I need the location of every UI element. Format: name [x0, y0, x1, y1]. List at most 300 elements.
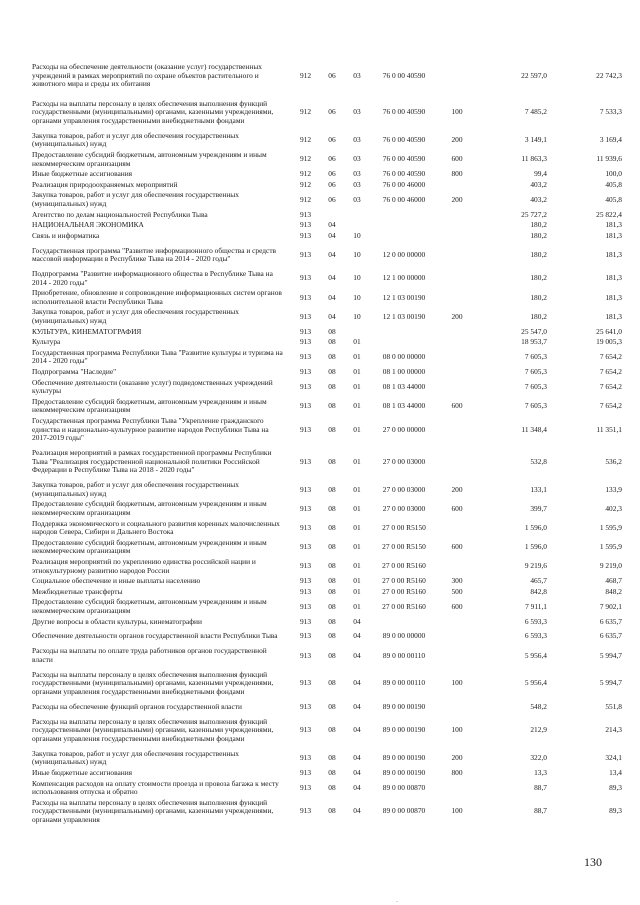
row-section-code: 04: [328, 273, 336, 283]
row-sum-year-2: 324,1: [605, 753, 622, 763]
row-name: Закупка товаров, работ и услуг для обеспечения государственных (муниципальных) нужд: [32, 130, 239, 149]
row-sum-year-2: 7 654,2: [599, 401, 622, 411]
table-row: [32, 480, 622, 499]
row-name: Иные бюджетные ассигнования: [32, 169, 133, 179]
row-sum-year-2: 214,3: [605, 725, 622, 735]
row-section-code: 08: [328, 678, 336, 688]
row-subsection-code: 04: [353, 725, 361, 735]
row-sum-year-1: 403,2: [530, 179, 547, 189]
row-target-code: 27 0 00 R5150: [382, 522, 426, 532]
row-target-code: 27 0 00 R5160: [382, 601, 426, 611]
row-ministry-code: 913: [299, 311, 312, 321]
row-sum-year-2: 181,3: [605, 292, 622, 302]
table-row: [32, 150, 622, 169]
row-section-code: 08: [328, 367, 336, 377]
row-ministry-code: 913: [299, 352, 312, 362]
table-row: [32, 307, 622, 326]
row-section-code: 08: [328, 424, 336, 434]
row-subsection-code: 10: [353, 292, 361, 302]
row-ministry-code: 913: [299, 768, 312, 778]
row-sum-year-1: 532,8: [530, 456, 547, 466]
row-sum-year-1: 25 727,2: [521, 209, 547, 219]
table-row: [32, 617, 622, 628]
row-ministry-code: 913: [299, 725, 312, 735]
row-subsection-code: 03: [353, 135, 361, 145]
row-target-code: 89 0 00 00110: [382, 650, 426, 660]
row-sum-year-1: 399,7: [530, 503, 547, 513]
row-ministry-code: 913: [299, 209, 312, 219]
row-sum-year-1: 403,2: [530, 194, 547, 204]
table-row: [32, 557, 622, 576]
table-row: [32, 665, 622, 701]
table-row: [32, 538, 622, 557]
row-target-code: 27 0 00 03000: [382, 503, 426, 513]
row-sum-year-1: 133,1: [530, 484, 547, 494]
row-name: Расходы на выплаты персоналу в целях обеспечения выполнения функций государственными (муниципальными) органами, казенными учреждениями, органами управления государственными внебюджетными фондами: [32, 669, 274, 696]
row-name: Культура: [32, 337, 61, 347]
row-ministry-code: 913: [299, 616, 312, 626]
row-target-code: 08 1 03 44000: [382, 381, 426, 391]
row-subsection-code: 01: [353, 561, 361, 571]
row-expense-type: 300: [451, 576, 463, 586]
row-target-code: 27 0 00 R5160: [382, 561, 426, 571]
row-sum-year-2: 7 654,2: [599, 367, 622, 377]
row-expense-type: 600: [451, 542, 463, 552]
row-name: Предоставление субсидий бюджетным, автономным учреждениям и иным некоммерческим организациям: [32, 499, 267, 517]
row-sum-year-1: 5 956,4: [524, 678, 547, 688]
row-sum-year-1: 180,2: [530, 311, 547, 321]
row-expense-type: 200: [451, 135, 463, 145]
row-section-code: 08: [328, 616, 336, 626]
row-sum-year-1: 180,2: [530, 220, 547, 230]
row-expense-type: 500: [451, 586, 463, 596]
row-section-code: 06: [328, 179, 336, 189]
row-section-code: 08: [328, 352, 336, 362]
table-row: [32, 220, 622, 231]
row-target-code: 89 0 00 00190: [382, 753, 426, 763]
row-section-code: 08: [328, 725, 336, 735]
row-target-code: 27 0 00 R5150: [382, 542, 426, 552]
row-sum-year-2: 89,3: [609, 782, 622, 792]
row-subsection-code: 01: [353, 401, 361, 411]
row-target-code: 76 0 00 46000: [382, 179, 426, 189]
table-row: [32, 499, 622, 518]
row-section-code: 08: [328, 326, 336, 336]
row-target-code: 12 1 03 00190: [382, 311, 426, 321]
row-name: Закупка товаров, работ и услуг для обеспечения государственных (муниципальных) нужд: [32, 480, 239, 498]
table-row: [32, 597, 622, 616]
row-sum-year-1: 180,2: [530, 249, 547, 259]
row-expense-type: 200: [451, 194, 463, 204]
row-name: Реализация мероприятий в рамках государственной программы Республики Тыва "Реализация государственной национальной политики Российской Федерации в Республике Тыва на 2018 - 2020 годы": [32, 448, 272, 475]
row-ministry-code: 913: [299, 249, 312, 259]
row-section-code: 08: [328, 484, 336, 494]
row-sum-year-2: 468,7: [605, 576, 622, 586]
row-sum-year-2: 181,3: [605, 249, 622, 259]
row-target-code: 12 1 00 00000: [382, 273, 426, 283]
row-name: Подпрограмма "Развитие информационного общества в Республике Тыва на 2014 - 2020 годы": [32, 269, 273, 287]
row-ministry-code: 913: [299, 701, 312, 711]
row-section-code: 04: [328, 292, 336, 302]
row-sum-year-2: 3 169,4: [599, 135, 622, 145]
table-row: [32, 576, 622, 587]
row-target-code: 76 0 00 46000: [382, 194, 426, 204]
row-sum-year-2: 13,4: [609, 768, 622, 778]
row-target-code: 89 0 00 00190: [382, 701, 426, 711]
row-sum-year-2: 11 351,1: [596, 424, 622, 434]
row-ministry-code: 913: [299, 326, 312, 336]
row-sum-year-2: 100,0: [605, 169, 622, 179]
row-sum-year-2: 89,3: [609, 806, 622, 816]
row-name: Закупка товаров, работ и услуг для обеспечения государственных (муниципальных) нужд: [32, 190, 239, 208]
row-sum-year-1: 1 596,0: [524, 542, 547, 552]
table-row: [32, 269, 622, 288]
row-name: Социальное обеспечение и иные выплаты населению: [32, 576, 201, 586]
row-section-code: 08: [328, 456, 336, 466]
row-section-code: 08: [328, 782, 336, 792]
row-section-code: 08: [328, 401, 336, 411]
row-subsection-code: 03: [353, 194, 361, 204]
row-sum-year-2: 1 595,9: [599, 522, 622, 532]
row-target-code: 76 0 00 40590: [382, 154, 426, 164]
table-row: [32, 337, 622, 348]
table-row: [32, 519, 622, 538]
row-subsection-code: 01: [353, 522, 361, 532]
row-sum-year-1: 180,2: [530, 273, 547, 283]
row-sum-year-1: 7 911,1: [525, 601, 547, 611]
row-sum-year-1: 7 605,3: [524, 352, 547, 362]
row-section-code: 08: [328, 561, 336, 571]
row-ministry-code: 913: [299, 456, 312, 466]
row-name: КУЛЬТУРА, КИНЕМАТОГРАФИЯ: [32, 326, 142, 336]
row-ministry-code: 912: [299, 179, 312, 189]
row-subsection-code: 03: [353, 70, 361, 80]
row-sum-year-2: 181,3: [605, 311, 622, 321]
row-subsection-code: 01: [353, 381, 361, 391]
row-expense-type: 600: [451, 154, 463, 164]
row-section-code: 06: [328, 135, 336, 145]
row-section-code: 06: [328, 194, 336, 204]
row-sum-year-1: 3 149,1: [524, 135, 547, 145]
table-row: [32, 58, 622, 94]
row-sum-year-1: 7 605,3: [524, 381, 547, 391]
row-expense-type: 600: [451, 401, 463, 411]
row-sum-year-2: 7 654,2: [599, 352, 622, 362]
table-row: [32, 587, 622, 598]
table-row: [32, 397, 622, 416]
row-name: Расходы на выплаты персоналу в целях обеспечения выполнения функций государственными (муниципальными) органами, казенными учреждениями, органами управления государственными внебюджетными фондами: [32, 716, 274, 743]
row-subsection-code: 01: [353, 367, 361, 377]
row-target-code: 89 0 00 00190: [382, 725, 426, 735]
row-target-code: 27 0 00 00000: [382, 424, 426, 434]
row-ministry-code: 913: [299, 576, 312, 586]
row-expense-type: 200: [451, 484, 463, 494]
row-target-code: 76 0 00 40590: [382, 70, 426, 80]
row-sum-year-1: 88,7: [534, 782, 547, 792]
row-sum-year-1: 5 956,4: [524, 650, 547, 660]
table-row: [32, 231, 622, 242]
row-name: Реализация природоохраняемых мероприятий: [32, 179, 178, 189]
row-subsection-code: 10: [353, 311, 361, 321]
row-ministry-code: 913: [299, 522, 312, 532]
row-sum-year-1: 11 863,3: [521, 154, 547, 164]
row-name: Предоставление субсидий бюджетным, автономным учреждениям и иным некоммерческим организациям: [32, 597, 267, 615]
row-section-code: 08: [328, 381, 336, 391]
table-row: [32, 210, 622, 221]
row-subsection-code: 01: [353, 503, 361, 513]
row-name: Поддержка экономического и социального развития коренных малочисленных народов Севера, Сибири и Дальнего Востока: [32, 518, 280, 537]
row-name: Агентство по делам национальностей Республики Тыва: [32, 209, 208, 219]
row-sum-year-2: 11 939,6: [596, 154, 622, 164]
row-section-code: 08: [328, 601, 336, 611]
row-sum-year-1: 842,8: [530, 586, 547, 596]
row-section-code: 04: [328, 230, 336, 240]
row-section-code: 04: [328, 311, 336, 321]
row-sum-year-2: 5 994,7: [599, 650, 622, 660]
row-section-code: 08: [328, 586, 336, 596]
row-sum-year-1: 25 547,0: [521, 326, 547, 336]
row-target-code: 08 1 00 00000: [382, 367, 426, 377]
row-target-code: 89 0 00 00870: [382, 782, 426, 792]
row-ministry-code: 913: [299, 424, 312, 434]
table-row: [32, 288, 622, 307]
row-sum-year-1: 6 593,3: [524, 616, 547, 626]
table-row: [32, 169, 622, 180]
row-sum-year-1: 7 605,3: [524, 401, 547, 411]
row-subsection-code: 01: [353, 586, 361, 596]
row-ministry-code: 912: [299, 194, 312, 204]
row-section-code: 08: [328, 753, 336, 763]
row-sum-year-1: 9 219,6: [524, 561, 547, 571]
row-subsection-code: 01: [353, 542, 361, 552]
row-ministry-code: 913: [299, 337, 312, 347]
row-sum-year-2: 181,3: [605, 273, 622, 283]
row-sum-year-2: 133,9: [605, 484, 622, 494]
row-sum-year-2: 402,3: [605, 503, 622, 513]
row-name: Иные бюджетные ассигнования: [32, 768, 133, 778]
row-sum-year-2: 6 635,7: [599, 631, 622, 641]
row-ministry-code: 912: [299, 154, 312, 164]
row-target-code: 08 1 03 44000: [382, 401, 426, 411]
table-row: [32, 180, 622, 191]
table-row: [32, 416, 622, 444]
row-name: Обеспечение деятельности органов государственной власти Республики Тыва: [32, 631, 278, 641]
table-row: [32, 131, 622, 150]
row-section-code: 08: [328, 701, 336, 711]
row-target-code: 12 0 00 00000: [382, 249, 426, 259]
row-subsection-code: 04: [353, 650, 361, 660]
row-sum-year-2: 9 219,0: [599, 561, 622, 571]
row-sum-year-2: 7 902,1: [599, 601, 622, 611]
row-subsection-code: 01: [353, 484, 361, 494]
row-sum-year-2: 536,2: [605, 456, 622, 466]
row-subsection-code: 04: [353, 768, 361, 778]
row-ministry-code: 913: [299, 542, 312, 552]
row-sum-year-2: 7 533,3: [599, 107, 622, 117]
row-ministry-code: 913: [299, 601, 312, 611]
row-sum-year-1: 180,2: [530, 230, 547, 240]
row-name: Подпрограмма "Наследие": [32, 367, 117, 377]
row-target-code: 89 0 00 00000: [382, 631, 426, 641]
row-sum-year-1: 1 596,0: [524, 522, 547, 532]
table-row: [32, 702, 622, 713]
row-name: Расходы на обеспечение деятельности (оказание услуг) государственных учреждений в рамках мероприятий по охране объектов растительного и животного мира и среды их обитания: [32, 62, 263, 89]
row-name: Предоставление субсидий бюджетным, автономным учреждениям и иным некоммерческим организациям: [32, 396, 267, 415]
row-expense-type: 100: [451, 107, 463, 117]
row-ministry-code: 913: [299, 230, 312, 240]
row-expense-type: 100: [451, 678, 463, 688]
row-name: Закупка товаров, работ и услуг для обеспечения государственных (муниципальных) нужд: [32, 748, 239, 767]
row-ministry-code: 912: [299, 169, 312, 179]
row-ministry-code: 913: [299, 631, 312, 641]
row-sum-year-1: 22 597,0: [521, 70, 547, 80]
row-ministry-code: 913: [299, 484, 312, 494]
row-sum-year-1: 7 605,3: [524, 367, 547, 377]
row-sum-year-2: 181,3: [605, 230, 622, 240]
row-name: Межбюджетные трансферты: [32, 586, 123, 596]
row-section-code: 08: [328, 337, 336, 347]
row-expense-type: 200: [451, 753, 463, 763]
row-name: Расходы на выплаты по оплате труда работников органов государственной власти: [32, 646, 267, 664]
row-section-code: 08: [328, 806, 336, 816]
row-sum-year-2: 405,8: [605, 179, 622, 189]
row-ministry-code: 913: [299, 586, 312, 596]
row-sum-year-1: 11 348,4: [521, 424, 547, 434]
row-subsection-code: 04: [353, 753, 361, 763]
row-name: Расходы на выплаты персоналу в целях обеспечения выполнения функций государственными (муниципальными) органами, казенными учреждениями, органами управления: [32, 797, 274, 825]
row-section-code: 08: [328, 576, 336, 586]
row-sum-year-2: 6 635,7: [599, 616, 622, 626]
table-row: [32, 627, 622, 646]
row-expense-type: 800: [451, 768, 463, 778]
row-sum-year-2: 25 822,4: [596, 209, 622, 219]
row-sum-year-2: 7 654,2: [599, 381, 622, 391]
table-row: [32, 768, 622, 779]
row-subsection-code: 10: [353, 230, 361, 240]
row-sum-year-2: 848,2: [605, 586, 622, 596]
row-subsection-code: 04: [353, 631, 361, 641]
row-subsection-code: 03: [353, 107, 361, 117]
row-section-code: 08: [328, 650, 336, 660]
row-target-code: 76 0 00 40590: [382, 169, 426, 179]
row-name: Другие вопросы в области культуры, кинематографии: [32, 616, 202, 626]
footer-mark: .: [396, 895, 398, 904]
row-expense-type: 100: [451, 806, 463, 816]
table-row: [32, 798, 622, 826]
row-sum-year-1: 88,7: [534, 806, 547, 816]
row-sum-year-2: 25 641,0: [596, 326, 622, 336]
row-subsection-code: 04: [353, 782, 361, 792]
row-section-code: 08: [328, 631, 336, 641]
row-subsection-code: 01: [353, 576, 361, 586]
row-target-code: 12 1 03 00190: [382, 292, 426, 302]
table-row: [32, 646, 622, 665]
row-name: Закупка товаров, работ и услуг для обеспечения государственных (муниципальных) нужд: [32, 307, 239, 326]
row-sum-year-2: 19 005,3: [596, 337, 622, 347]
row-ministry-code: 913: [299, 753, 312, 763]
row-subsection-code: 03: [353, 169, 361, 179]
row-ministry-code: 913: [299, 503, 312, 513]
row-subsection-code: 10: [353, 273, 361, 283]
row-subsection-code: 01: [353, 456, 361, 466]
row-subsection-code: 01: [353, 352, 361, 362]
table-row: [32, 367, 622, 378]
row-name: Расходы на выплаты персоналу в целях обеспечения выполнения функций государственными (муниципальными) органами, казенными учреждениями, органами управления государственными внебюджетными фондами: [32, 98, 274, 125]
row-ministry-code: 912: [299, 70, 312, 80]
row-target-code: 27 0 00 R5160: [382, 576, 426, 586]
row-name: Предоставление субсидий бюджетным, автономным учреждениям и иным некоммерческим организациям: [32, 537, 267, 556]
table-row: [32, 190, 622, 209]
row-subsection-code: 10: [353, 249, 361, 259]
row-ministry-code: 913: [299, 367, 312, 377]
row-name: Государственная программа Республики Тыва "Укрепление гражданского единства и национально-культурное развитие народов Республики Тыва на 2017-2019 годы": [32, 416, 269, 443]
row-sum-year-1: 13,3: [534, 768, 547, 778]
row-sum-year-1: 548,2: [530, 701, 547, 711]
row-name: Предоставление субсидий бюджетным, автономным учреждениям и иным некоммерческим организациям: [32, 149, 267, 168]
row-name: Связь и информатика: [32, 230, 100, 240]
row-ministry-code: 912: [299, 135, 312, 145]
row-name: НАЦИОНАЛЬНАЯ ЭКОНОМИКА: [32, 220, 144, 230]
row-sum-year-2: 551,8: [605, 701, 622, 711]
row-ministry-code: 913: [299, 806, 312, 816]
table-row: [32, 378, 622, 397]
row-sum-year-1: 18 953,7: [521, 337, 547, 347]
row-section-code: 08: [328, 503, 336, 513]
row-sum-year-2: 405,8: [605, 194, 622, 204]
row-section-code: 04: [328, 249, 336, 259]
row-sum-year-2: 1 595,9: [599, 542, 622, 552]
row-ministry-code: 912: [299, 107, 312, 117]
row-subsection-code: 04: [353, 701, 361, 711]
row-section-code: 08: [328, 542, 336, 552]
table-row: [32, 712, 622, 748]
row-sum-year-1: 6 593,3: [524, 631, 547, 641]
row-expense-type: 600: [451, 601, 463, 611]
row-name: Реализация мероприятий по укреплению единства российской нации и этнокультурному развитию народов России: [32, 556, 256, 575]
row-subsection-code: 04: [353, 678, 361, 688]
row-target-code: 08 0 00 00000: [382, 352, 426, 362]
row-target-code: 76 0 00 40590: [382, 107, 426, 117]
table-row: [32, 94, 622, 130]
row-subsection-code: 01: [353, 424, 361, 434]
row-name: Расходы на обеспечение функций органов государственной власти: [32, 701, 242, 711]
row-expense-type: 100: [451, 725, 463, 735]
row-sum-year-1: 322,0: [530, 753, 547, 763]
row-expense-type: 600: [451, 503, 463, 513]
row-ministry-code: 913: [299, 650, 312, 660]
row-expense-type: 200: [451, 311, 463, 321]
row-name: Приобретение, обновление и сопровождение информационных систем органов исполнительной власти Республики Тыва: [32, 288, 282, 306]
row-section-code: 04: [328, 220, 336, 230]
page-number: 130: [584, 855, 602, 869]
table-row: [32, 779, 622, 798]
row-target-code: 89 0 00 00190: [382, 768, 426, 778]
row-ministry-code: 913: [299, 782, 312, 792]
row-name: Государственная программа "Развитие информационного общества и средств массовой информации в Республике Тыва на 2014 - 2020 годы": [32, 245, 277, 264]
row-sum-year-2: 5 994,7: [599, 678, 622, 688]
row-sum-year-2: 181,3: [605, 220, 622, 230]
row-ministry-code: 913: [299, 678, 312, 688]
row-sum-year-2: 22 742,3: [596, 70, 622, 80]
row-target-code: 76 0 00 40590: [382, 135, 426, 145]
row-subsection-code: 01: [353, 337, 361, 347]
row-subsection-code: 04: [353, 616, 361, 626]
row-section-code: 06: [328, 154, 336, 164]
row-sum-year-1: 465,7: [530, 576, 547, 586]
table-row: [32, 348, 622, 367]
row-section-code: 06: [328, 169, 336, 179]
budget-table: [32, 58, 622, 826]
